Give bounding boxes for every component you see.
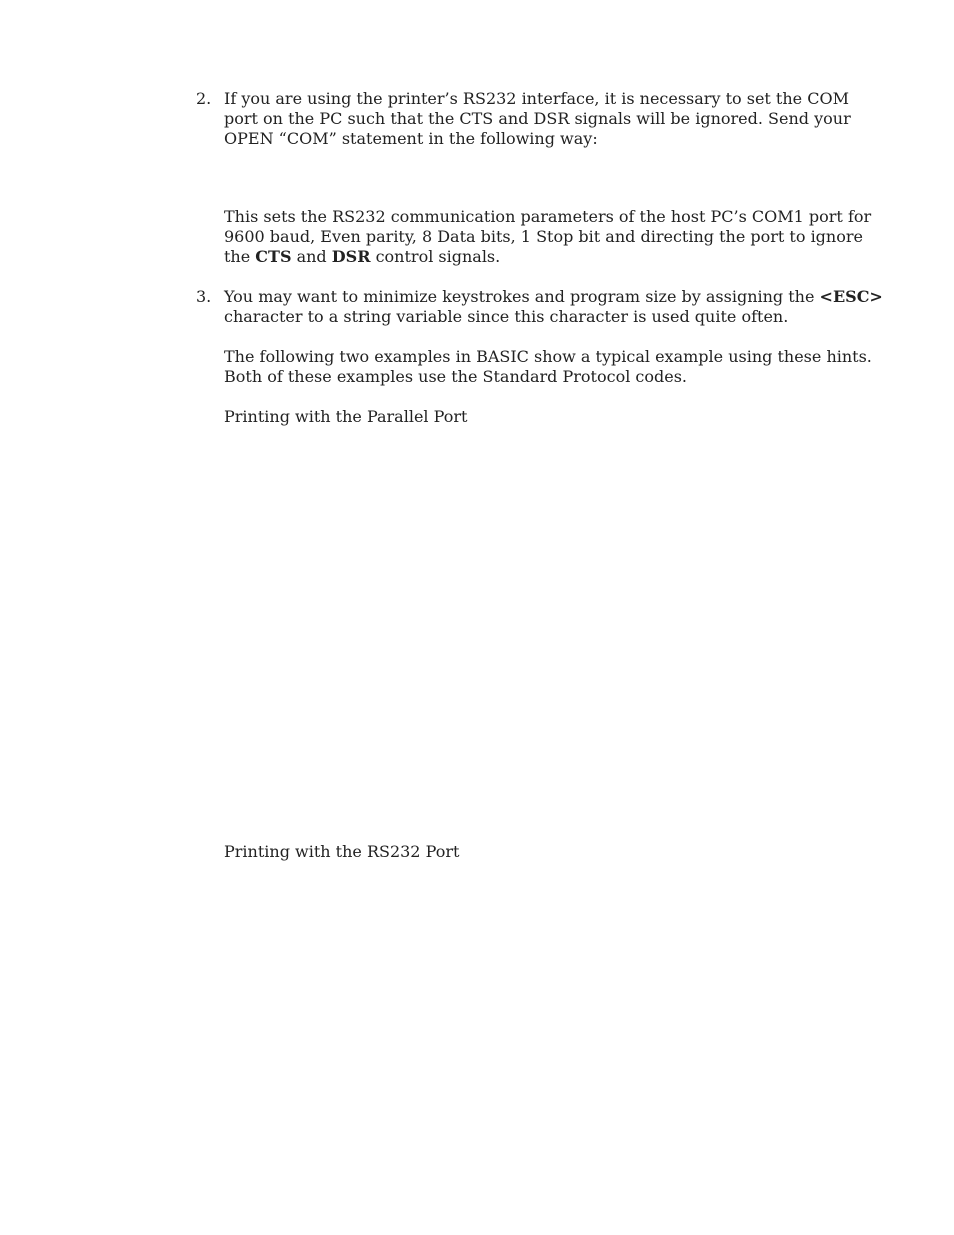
item-3-text-part2: character to a string variable since this character is used quite often.: [224, 307, 789, 326]
examples-intro: The following two examples in BASIC show a typical example using these hints. Both of these examples use the Standard Protocol codes.: [224, 347, 872, 386]
heading-rs232-port: Printing with the RS232 Port: [224, 842, 460, 861]
list-number-2: 2.: [196, 89, 212, 108]
item-2-note: [224, 207, 884, 267]
item-2-text: If you are using the printer’s RS232 interface, it is necessary to set the COM port on the PC such that the CTS and DSR signals will be ignored. Send your OPEN “COM” statement in the following way:: [224, 89, 851, 148]
heading-parallel-port: Printing with the Parallel Port: [224, 407, 468, 426]
item-3-text-part1: You may want to minimize keystrokes and program size by assigning the: [224, 287, 820, 306]
cts-label: CTS: [255, 247, 292, 266]
esc-label: <ESC>: [819, 287, 883, 306]
note-text-part1: This sets the RS232 communication parameters of the host PC’s COM1 port for 9600 baud, Even parity, 8 Data bits, 1 Stop bit and directing the port to ignore the: [224, 207, 872, 266]
dsr-label: DSR: [331, 247, 371, 266]
item-3-text: [224, 287, 884, 327]
list-number-3: 3.: [196, 287, 212, 306]
note-text-part2: and: [291, 247, 332, 266]
note-text-part3: control signals.: [370, 247, 501, 266]
